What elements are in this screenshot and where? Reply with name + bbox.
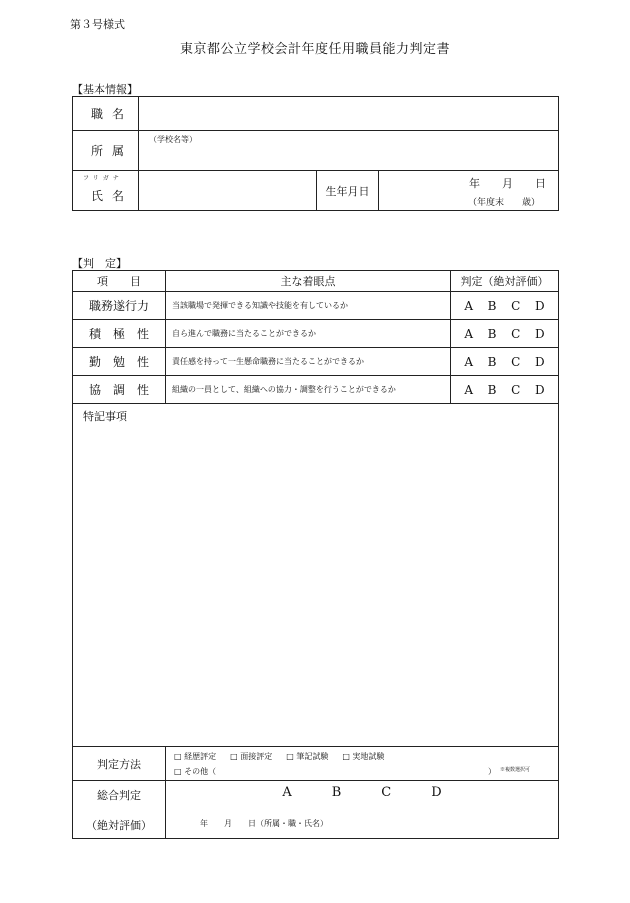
method-multi-note: ※複数選択可	[499, 766, 530, 773]
affiliation-field[interactable]	[139, 131, 559, 171]
grade-c[interactable]: C	[511, 354, 521, 369]
method-practical-checkbox[interactable]: □ 実地試験	[342, 751, 385, 761]
row-item: 職務遂行力	[73, 292, 166, 320]
overall-grade-c[interactable]: C	[381, 785, 392, 800]
grade-b[interactable]: B	[487, 298, 497, 313]
furigana-label: フリガナ	[83, 175, 123, 182]
table-row	[73, 348, 559, 376]
affiliation-label-b: 属	[111, 144, 124, 158]
age-note: （年度末 歳）	[468, 198, 541, 208]
grade-a[interactable]: A	[464, 298, 473, 313]
header-points: 主な着眼点	[166, 271, 451, 292]
method-other-field[interactable]	[216, 766, 488, 777]
row-point: 当該職場で発揮できる知識や技能を有しているか	[166, 292, 451, 320]
grade-b[interactable]: B	[487, 382, 497, 397]
overall-judgement-field	[166, 781, 559, 839]
birth-day-label: 日	[535, 177, 546, 190]
row-item: 勤 勉 性	[73, 348, 166, 376]
signature-line[interactable]: 年 月 日（所属・職・氏名）	[200, 819, 328, 828]
row-grades[interactable]	[451, 320, 559, 348]
overall-sub-label: （絶対評価）	[86, 818, 152, 832]
row-grades[interactable]	[451, 376, 559, 404]
table-row	[73, 376, 559, 404]
grade-d[interactable]: D	[535, 382, 545, 397]
grade-c[interactable]: C	[511, 326, 521, 341]
special-notes-label: 特記事項	[83, 410, 127, 423]
grade-b[interactable]: B	[487, 326, 497, 341]
row-point: 組織の一員として、組織への協力・調整を行うことができるか	[166, 376, 451, 404]
grade-d[interactable]: D	[535, 326, 545, 341]
row-point: 責任感を持って一生懸命職務に当たることができるか	[166, 348, 451, 376]
name-label-b: 名	[111, 189, 124, 203]
name-label-cell	[73, 171, 139, 211]
method-interview-checkbox[interactable]: □ 面接評定	[230, 751, 273, 761]
header-rating: 判定（絶対評価）	[451, 271, 559, 292]
judgement-section-label: 【判 定】	[72, 257, 127, 270]
overall-label-cell	[73, 781, 166, 839]
grade-d[interactable]: D	[535, 354, 545, 369]
row-grades[interactable]	[451, 348, 559, 376]
grade-a[interactable]: A	[464, 354, 473, 369]
birth-month-label: 月	[502, 177, 513, 190]
grade-a[interactable]: A	[464, 382, 473, 397]
special-notes-field[interactable]	[73, 404, 559, 747]
table-row	[73, 320, 559, 348]
row-grades[interactable]	[451, 292, 559, 320]
position-label-a: 職	[91, 107, 104, 121]
overall-grade-d[interactable]: D	[431, 785, 442, 800]
method-label: 判定方法	[73, 747, 166, 781]
row-item: 協 調 性	[73, 376, 166, 404]
table-row	[73, 292, 559, 320]
name-field[interactable]	[139, 171, 317, 211]
judgement-table	[72, 270, 559, 839]
grade-c[interactable]: C	[511, 382, 521, 397]
method-other-close: ）	[487, 766, 496, 776]
affiliation-label-cell	[73, 131, 139, 171]
position-label-b: 名	[111, 107, 124, 121]
overall-label: 総合判定	[97, 788, 141, 802]
position-field[interactable]	[139, 97, 559, 131]
grade-b[interactable]: B	[487, 354, 497, 369]
form-number: 第３号様式	[70, 18, 125, 31]
grade-c[interactable]: C	[511, 298, 521, 313]
birthdate-label: 生年月日	[317, 171, 379, 211]
document-title: 東京都公立学校会計年度任用職員能力判定書	[179, 42, 450, 57]
basic-info-section-label: 【基本情報】	[72, 83, 138, 96]
method-written-checkbox[interactable]: □ 筆記試験	[286, 751, 329, 761]
name-label-a: 氏	[91, 189, 104, 203]
overall-grade-b[interactable]: B	[331, 785, 342, 800]
row-item: 積 極 性	[73, 320, 166, 348]
birth-year-label: 年	[469, 177, 480, 190]
method-other-checkbox[interactable]: □ その他（	[174, 766, 217, 776]
method-options	[166, 747, 559, 781]
position-label-cell	[73, 97, 139, 131]
affiliation-note: （学校名等）	[149, 135, 197, 144]
method-career-checkbox[interactable]: □ 経歴評定	[174, 751, 217, 761]
overall-grade-a[interactable]: A	[282, 785, 292, 800]
grade-a[interactable]: A	[464, 326, 473, 341]
basic-info-table	[72, 96, 559, 211]
row-point: 自ら進んで職務に当たることができるか	[166, 320, 451, 348]
affiliation-label-a: 所	[91, 144, 104, 158]
header-item: 項 目	[73, 271, 166, 292]
birthdate-field[interactable]	[379, 171, 559, 211]
grade-d[interactable]: D	[535, 298, 545, 313]
